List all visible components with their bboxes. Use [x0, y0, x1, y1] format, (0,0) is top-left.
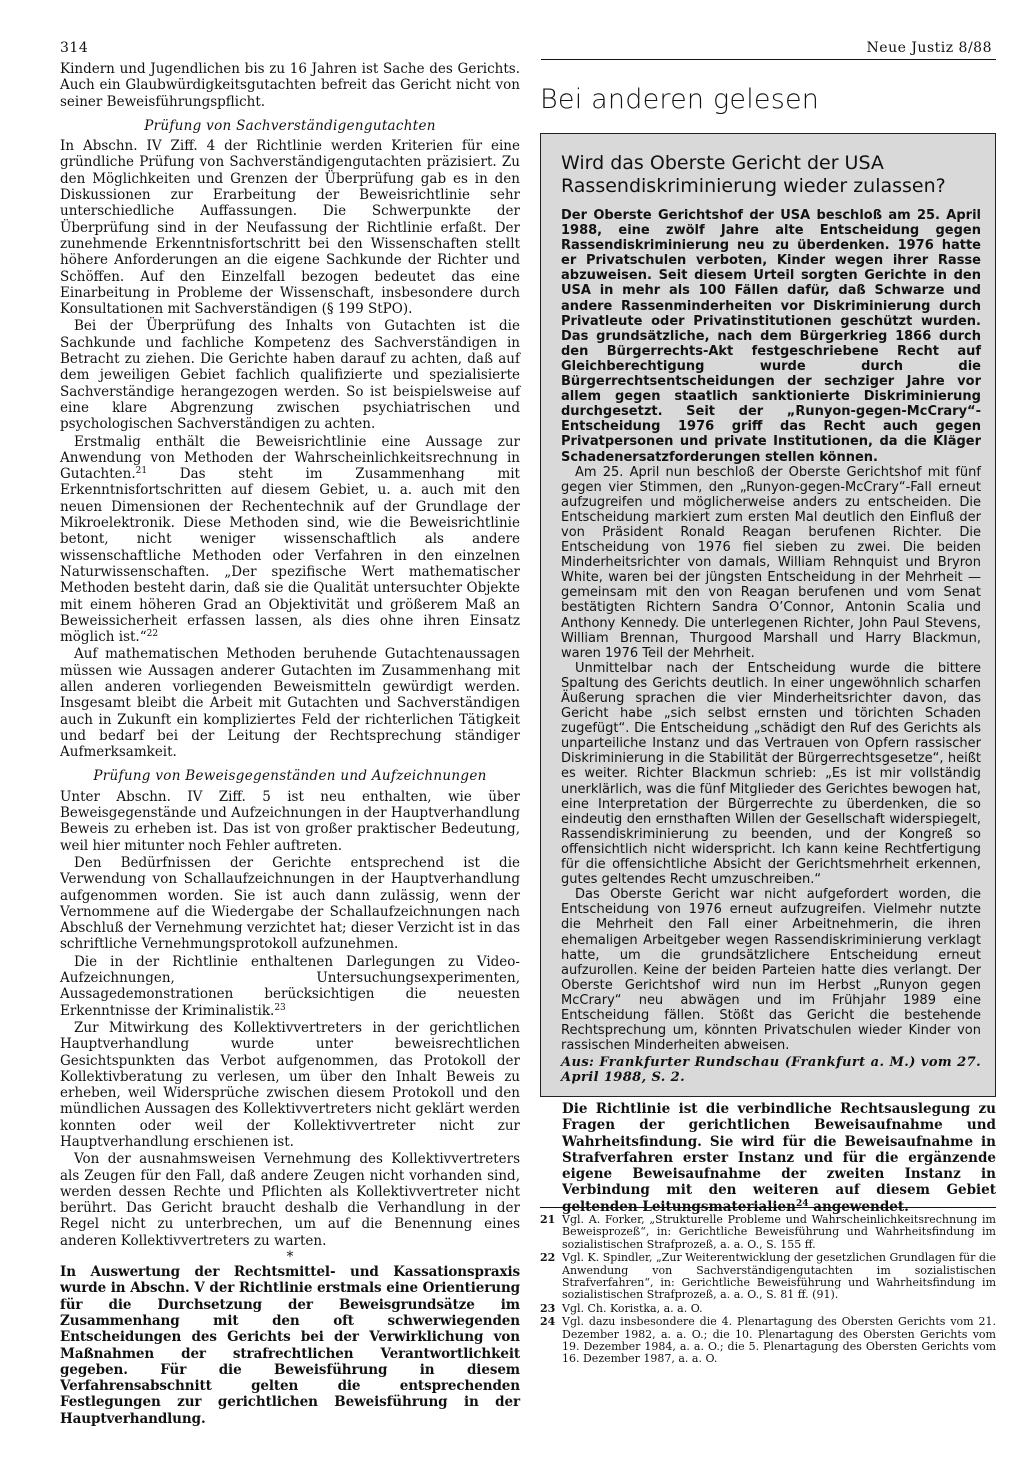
paragraph	[60, 434, 520, 646]
paragraph-text: angewendet.	[808, 1198, 909, 1215]
paragraph-text: Die in der Richtlinie enthaltenen Darlegungen zu Video-Aufzeichnungen, Untersuchungsexperimenten, Aussagedemonstrationen berücksichtigen die neuesten Erkenntnisse der Kriminalistik.	[60, 953, 520, 1019]
paragraph: In Auswertung der Rechtsmittel- und Kassationspraxis wurde in Abschn. V der Richtlinie erstmals eine Orientierung für die Durchsetzung der Beweisgrundsätze im Zusammenhang mit den oft schwerwiegenden Entscheidungen des Gerichts bei der Verwirklichung von Maßnahmen der strafrechtlichen Verantwortlichkeit gegeben. Für die Beweisführung in diesem Verfahrensabschnitt gelten die entsprechenden Festlegungen zur gerichtlichen Beweisführung in der Hauptverhandlung.	[60, 1264, 520, 1427]
article-title-line: Rassendiskriminierung wieder zulassen?	[561, 175, 946, 197]
footnote	[540, 1303, 996, 1315]
paragraph	[562, 1101, 996, 1215]
footnotes	[540, 1214, 996, 1367]
footnote-ref[interactable]: 24	[795, 1198, 809, 1209]
footnote	[540, 1316, 996, 1366]
article-paragraph: Am 25. April nun beschloß der Oberste Gerichtshof mit fünf gegen vier Stimmen, den „Runyon-gegen-McCrary“-Fall erneut aufzugreifen und möglicherweise anders zu entscheiden. Die Entscheidung markiert zum ersten Mal deutlich den Einfluß der von Präsident Ronald Reagan berufenen Richter. Die Entscheidung von 1976 fiel sieben zu zwei. Die beiden Minderheitsrichter von damals, William Rehnquist und Bryron White, waren bei der jüngsten Entscheidung in der Mehrheit — gemeinsam mit den von Reagan berufenen und vom Senat bestätigten Richtern Sandra O’Connor, Antonin Scalia und Anthony Kennedy. Die unterlegenen Richter, John Paul Stevens, William Brennan, Thurgood Marshall und Harry Blackmun, waren 1976 Teil der Mehrheit.	[561, 464, 981, 661]
journal-issue: Neue Justiz 8/88	[866, 40, 992, 56]
quoted-article-box	[540, 133, 996, 1097]
footnote-text: Vgl. Ch. Koristka, a. a. O.	[562, 1301, 703, 1315]
footnote-number: 21	[540, 1213, 556, 1226]
article-source: Aus: Frankfurter Rundschau (Frankfurt a. M.) vom 27. April 1988, S. 2.	[561, 1055, 981, 1086]
footnote-text: Vgl. K. Spindler, „Zur Weiterentwicklung der gesetzlichen Grundlagen für die Anwendung von Sachverständigengutachten im sozialistischen Strafverfahren“, in: Gerichtliche Beweisführung und Wahrheitsfindung im sozialistischen Strafprozeß, a. a. O., S. 81 ff. (91).	[562, 1251, 996, 1302]
paragraph: Unter Abschn. IV Ziff. 5 ist neu enthalten, wie über Beweisgegenstände und Aufzeichnungen in der Hauptverhandlung Beweis zu erheben ist. Das ist von großer praktischer Bedeutung, weil hier mitunter noch Fehler auftreten.	[60, 788, 520, 854]
subheading-beweisgegenstaende: Prüfung von Beweisgegenständen und Aufzeichnungen	[93, 768, 487, 785]
footnote-ref[interactable]: 22	[146, 629, 159, 640]
paragraph: Zur Mitwirkung des Kollektivvertreters in der gerichtlichen Hauptverhandlung wurde unter beweisrechtlichen Gesichtspunkten das Verbot aufgenommen, das Protokoll der Kollektivberatung zu verlesen, um über den Inhalt Beweis zu erheben, weil Widersprüche zwischen diesem Protokoll und den mündlichen Aussagen des Kollektivvertreters nicht geklärt werden konnten oder weil der Kollektivvertreter nicht zur Hauptverhandlung erschienen ist.	[60, 1019, 520, 1150]
paragraph-text: Das steht im Zusammenhang mit Erkenntnisfortschritten auf diesem Gebiet, u. a. auch mit den neuen Dimensionen der Rechentechnik auf der Grundlage der Mikroelektronik. Diese Methoden sind, wie die Beweisrichtlinie betont, nicht weniger wissenschaftlich als andere wissenschaftliche Methoden oder Verfahren in den einzelnen Naturwissenschaften. „Der spezifische Wert mathematischer Methoden besteht darin, daß sie die Qualität untersuchter Objekte mit einem höheren Grad an Objektivität und größerem Maß an Beweissicherheit erfassen lassen, als dies ohne ihren Einsatz möglich ist.“	[60, 466, 520, 646]
footnote-ref[interactable]: 21	[135, 466, 148, 477]
section-separator: *	[286, 1249, 294, 1266]
left-column	[60, 61, 520, 1428]
article-paragraph: Das Oberste Gericht war nicht aufgefordert worden, die Entscheidung von 1976 erneut aufzugreifen. Vielmehr nutzte die Mehrheit den Fall einer Arbeitnehmerin, die ihren ehemaligen Arbeitgeber wegen Rassendiskriminierung verklagt hatte, um die grundsätzlichere Entscheidung erneut aufzurollen. Keine der beiden Parteien hatte dies verlangt. Der Oberste Gerichtshof wird nun im Herbst „Runyon gegen McCrary“ neu abwägen und im Frühjahr 1989 eine Entscheidung fällen. Stößt das Gericht die bestehende Rechtsprechung um, könnten Privatschulen wieder Kinder von rassischen Minderheiten abweisen.	[561, 887, 981, 1054]
paragraph: Kindern und Jugendlichen bis zu 16 Jahren ist Sache des Gerichts. Auch ein Glaubwürdigkeitsgutachten befreit das Gericht nicht von seiner Beweisführungspflicht.	[60, 61, 520, 110]
footnote-number: 23	[540, 1301, 556, 1315]
footnote-text: Vgl. dazu insbesondere die 4. Plenartagung des Obersten Gerichts vom 21. Dezember 1982, a. a. O.; die 10. Plenartagung des Obersten Gerichts vom 19. Dezember 1984, a. a. O.; die 5. Plenartagung des Obersten Gerichts vom 16. Dezember 1987, a. a. O.	[562, 1315, 996, 1366]
article-title	[561, 152, 981, 198]
article-title-line: Wird das Oberste Gericht der USA	[561, 152, 884, 174]
section-heading: Bei anderen gelesen	[540, 84, 820, 115]
footnote-number: 24	[540, 1315, 556, 1329]
footnote-number: 22	[540, 1251, 556, 1265]
footnote-ref[interactable]: 23	[274, 1002, 286, 1013]
paragraph-text: Erstmalig enthält die Beweisrichtlinie eine Aussage zur Anwendung von Methoden der Wahrscheinlichkeitsrechnung in Gutachten.	[60, 433, 520, 483]
article-paragraph: Der Oberste Gerichtshof der USA beschloß am 25. April 1988, eine zwölf Jahre alte Entscheidung gegen Rassendiskriminierung neu zu überdenken. 1976 hatte er Privatschulen verboten, Kinder wegen ihrer Rasse abzuweisen. Seit diesem Urteil sorgten Gerichte in den USA in mehr als 100 Fällen dafür, daß Schwarze und andere Rassenminderheiten vor Diskriminierung durch Privatleute oder Privatinstitutionen geschützt wurden. Das grundsätzliche, nach dem Bürgerkrieg 1866 durch den Bürgerrechts-Akt festgeschriebene Recht auf Gleichberechtigung wurde durch die Bürgerrechtsentscheidungen der sechziger Jahre vor allem gegen staatlich sanktionierte Diskriminierung durchgesetzt. Seit der „Runyon-gegen-McCrary“-Entscheidung 1976 griff das Recht auch gegen Privatpersonen und private Institutionen, da die Kläger Schadenersatzforderungen stellen können.	[561, 208, 981, 465]
paragraph	[60, 954, 520, 1019]
footnote-rule	[540, 1207, 996, 1208]
page-number: 314	[60, 40, 89, 56]
header-rule	[541, 59, 996, 60]
footnote	[540, 1252, 996, 1302]
subheading-sachverstaendigengutachten: Prüfung von Sachverständigengutachten	[144, 117, 436, 134]
paragraph: In Abschn. IV Ziff. 4 der Richtlinie werden Kriterien für eine gründliche Prüfung von Sachverständigengutachten präzisiert. Zu den Möglichkeiten und Grenzen der Überprüfung gab es in den Diskussionen zur Erarbeitung der Beweisrichtlinie sehr unterschiedliche Auffassungen. Die Schwerpunkte der Überprüfung sind in der Neufassung der Richtlinie erfaßt. Der zunehmende Erkenntnisfortschritt bei den Wissenschaften stellt höhere Anforderungen an die eigene Sachkunde der Richter und Schöffen. Auf den Einzelfall bezogen bedeutet das eine Einarbeitung in Probleme der Wissenschaft, insbesondere durch Konsultationen mit Sachverständigen (§ 199 StPO).	[60, 138, 520, 318]
paragraph: Den Bedürfnissen der Gerichte entsprechend ist die Verwendung von Schallaufzeichnungen in der Hauptverhandlung aufgenommen worden. Sie ist auch dann zulässig, wenn der Vernommene auf die Wiedergabe der Schallaufzeichnungen nach Abschluß der Vernehmung verzichtet hat; dieser Verzicht ist in das schriftliche Vernehmungsprotokoll aufzunehmen.	[60, 854, 520, 953]
article-paragraph: Unmittelbar nach der Entscheidung wurde die bittere Spaltung des Gerichts deutlich. In einer ungewöhnlich scharfen Äußerung sprachen die vier Minderheitsrichter davon, das Gericht habe „sich selbst ernsten und törichten Schaden zugefügt“. Die Entscheidung „schädigt den Ruf des Gerichts als unparteiliche Instanz und das Vertrauen von Opfern rassischer Diskriminierung in die Stabilität der Bürgerrechtsgesetze“, heißt es weiter. Richter Blackmun schrieb: „Es ist mir vollständig unerklärlich, was die fünf Mitglieder des Gerichtes bewogen hat, eine Interpretation der Bürgerrechte zu überdenken, die so eindeutig den ernsthaften Willen der Gesellschaft widerspiegelt, Rassendiskriminierung zu beenden, und der Kongreß so offensichtlich nicht widerspricht. Ich kann keine Rechtfertigung für die offensichtliche Absicht der Gerichtsmehrheit erkennen, gutes geltendes Recht umzuschreiben.“	[561, 660, 981, 888]
paragraph-text: Die Richtlinie ist die verbindliche Rechtsauslegung zu Fragen der gerichtlichen Beweisaufnahme und Wahrheitsfindung. Sie wird für die Beweisaufnahme in Strafverfahren erster Instanz und für die ergänzende eigene Beweisaufnahme der zweiten Instanz in Verbindung mit den weiteren auf diesem Gebiet geltenden Leitungsmaterialien	[562, 1101, 996, 1215]
footnote	[540, 1214, 996, 1251]
right-column-text	[562, 1101, 996, 1215]
paragraph: Auf mathematischen Methoden beruhende Gutachtenaussagen müssen wie Aussagen anderer Gutachten im Zusammenhang mit allen anderen vorliegenden Beweismitteln gewürdigt werden. Insgesamt bleibt die Arbeit mit Gutachten und Sachverständigen auch in Zukunft ein kompliziertes Feld der richterlichen Tätigkeit und bedarf bei der Leitung der Rechtsprechung ständiger Aufmerksamkeit.	[60, 646, 520, 761]
footnote-text: Vgl. A. Forker, „Strukturelle Probleme und Wahrscheinlichkeitsrechnung im Beweisprozeß“, in: Gerichtliche Beweisführung und Wahrheitsfindung im sozialistischen Strafprozeß, a. a. O., S. 155 ff.	[562, 1213, 996, 1251]
paragraph: Bei der Überprüfung des Inhalts von Gutachten ist die Sachkunde und fachliche Kompetenz des Sachverständigen in Betracht zu ziehen. Die Gerichte haben darauf zu achten, daß auf dem jeweiligen Gebiet fachlich qualifizierte und spezialisierte Sachverständige herangezogen werden. So ist beispielsweise auf eine klare Abgrenzung zwischen psychiatrischen und psychologischen Sachverständigen zu achten.	[60, 318, 520, 433]
paragraph: Von der ausnahmsweisen Vernehmung des Kollektivvertreters als Zeugen für den Fall, daß andere Zeugen nicht vorhanden sind, werden dessen Rechte und Pflichten als Kollektivvertreter nicht berührt. Das Gericht braucht deshalb die Verhandlung in der Regel nicht zu unterbrechen, um auf die Benennung eines anderen Kollektivvertreters zu warten.	[60, 1151, 520, 1249]
